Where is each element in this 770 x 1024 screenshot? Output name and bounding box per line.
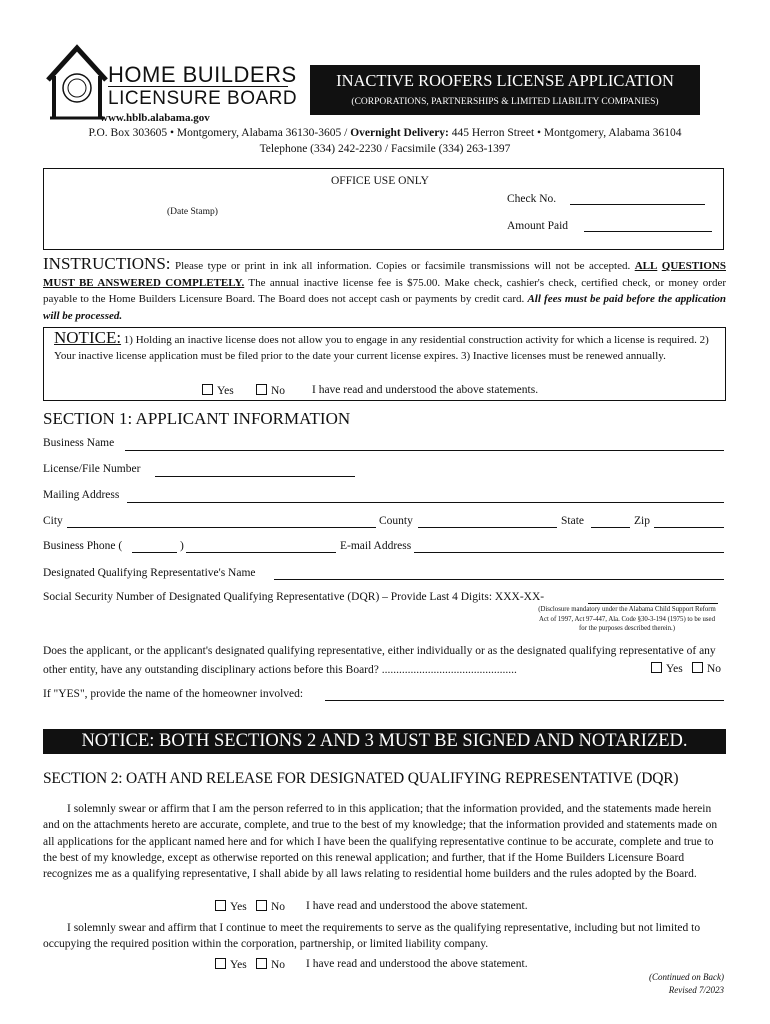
- instructions: [43, 256, 726, 324]
- notice-heading: NOTICE:: [54, 328, 122, 347]
- section2-heading: SECTION 2: OATH AND RELEASE FOR DESIGNATED QUALIFYING REPRESENTATIVE (DQR): [43, 770, 679, 787]
- zip-label: Zip: [634, 515, 650, 527]
- mailing-address-field[interactable]: [127, 502, 724, 503]
- homeowner-field[interactable]: [325, 700, 724, 701]
- notice-no[interactable]: [256, 384, 285, 397]
- ssn-disclosure: (Disclosure mandatory under the Alabama Child Support Reform Act of 1997, Act 97-447, Ala. Code §30-3-194 (1975) to be used for the purposes described therein.): [538, 606, 716, 632]
- oath-para2: I solemnly swear and affirm that I continue to meet the requirements to serve as the qualifying representative, including but not limited to occupying the required position within the corporation, partnership, or limited liability company.: [43, 922, 701, 951]
- oath2-yes[interactable]: [215, 958, 247, 971]
- business-name-label: Business Name: [43, 437, 115, 449]
- zip-field[interactable]: [654, 527, 724, 528]
- mailing-address-label: Mailing Address: [43, 489, 120, 501]
- notice-ack: I have read and understood the above statements.: [312, 384, 539, 396]
- area-code-field[interactable]: [132, 552, 177, 553]
- checkbox-icon: [256, 900, 267, 911]
- checkbox-icon: [256, 384, 267, 395]
- disciplinary-no[interactable]: [692, 662, 721, 675]
- yes-label: Yes: [666, 663, 683, 675]
- phone-field[interactable]: [186, 552, 336, 553]
- business-name-field[interactable]: [125, 450, 724, 451]
- instructions-text1: Please type or print in ink all information. Copies or facsimile transmissions will not be accepted.: [170, 260, 635, 272]
- logo-line2: LICENSURE BOARD: [108, 88, 298, 109]
- logo: [44, 44, 110, 120]
- checkbox-icon: [692, 662, 703, 673]
- amount-paid-label: Amount Paid: [507, 220, 569, 232]
- ssn-label: Social Security Number of Designated Qualifying Representative (DQR) – Provide Last 4 Digits: XXX-XX-: [43, 591, 545, 603]
- dqr-name-label: Designated Qualifying Representative's Name: [43, 567, 256, 579]
- instructions-text2: The annual inactive license fee is $75.00. Make check, cashier's check, certified check, or money order payable to the Home Builders Licensure Board. The Board does not accept cash or payments by credit card.: [43, 276, 726, 305]
- oath1-ack: I have read and understood the above statement.: [306, 900, 528, 912]
- amount-paid-field[interactable]: [584, 231, 712, 232]
- dqr-name-field[interactable]: [274, 579, 724, 580]
- logo-line1: HOME BUILDERS: [108, 62, 297, 87]
- license-number-field[interactable]: [155, 476, 355, 477]
- if-yes-label: If "YES", provide the name of the homeowner involved:: [43, 688, 304, 700]
- county-field[interactable]: [418, 527, 557, 528]
- state-field[interactable]: [591, 527, 630, 528]
- email-label: E-mail Address: [340, 540, 412, 552]
- address-bold: Overnight Delivery:: [350, 127, 449, 139]
- website: www.hblb.alabama.gov: [100, 112, 210, 124]
- office-use-box: [43, 168, 724, 250]
- check-no-field[interactable]: [570, 204, 705, 205]
- instructions-u1: ALL: [634, 260, 658, 272]
- checkbox-icon: [651, 662, 662, 673]
- oath1-no[interactable]: [256, 900, 285, 913]
- instructions-bold: All fees must be paid before the application will be processed.: [43, 293, 726, 322]
- form-title: INACTIVE ROOFERS LICENSE APPLICATION: [336, 71, 674, 90]
- no-label: No: [707, 663, 722, 675]
- oath1-yes[interactable]: [215, 900, 247, 913]
- notarize-banner: NOTICE: BOTH SECTIONS 2 AND 3 MUST BE SIGNED AND NOTARIZED.: [43, 729, 726, 754]
- city-label: City: [43, 515, 63, 527]
- title-box: [310, 65, 700, 115]
- notice-body: 1) Holding an inactive license does not allow you to engage in any residential construction activity for which a license is required. 2) Your inactive license application must be filed prior to the date your current license expires. 3) Inactive licenses must be renewed annually.: [54, 334, 709, 362]
- instructions-u2: QUESTIONS MUST BE ANSWERED COMPLETELY.: [43, 260, 726, 289]
- disciplinary-question: [43, 642, 724, 680]
- no-label: No: [271, 959, 286, 971]
- form-subtitle: (CORPORATIONS, PARTNERSHIPS & LIMITED LIABILITY COMPANIES): [351, 97, 659, 107]
- checkbox-icon: [215, 958, 226, 969]
- house-logo-icon: [44, 44, 110, 120]
- oath2-ack: I have read and understood the above statement.: [306, 958, 528, 970]
- notice-box: [43, 327, 726, 401]
- disciplinary-text: Does the applicant, or the applicant's designated qualifying representative, either individually or as the designated qualifying representative of any other entity, have any outstanding disciplinary actions before this Board? ...............................................: [43, 645, 716, 676]
- notice-yes[interactable]: [202, 384, 234, 397]
- yes-label: Yes: [230, 959, 247, 971]
- instructions-heading: INSTRUCTIONS:: [43, 254, 171, 273]
- address-line: [0, 127, 770, 139]
- section1-heading: SECTION 1: APPLICANT INFORMATION: [43, 409, 351, 428]
- address-b: 445 Herron Street • Montgomery, Alabama 36104: [448, 127, 682, 139]
- address-a: P.O. Box 303605 • Montgomery, Alabama 36130-3605 /: [88, 127, 351, 139]
- yes-label: Yes: [230, 901, 247, 913]
- city-field[interactable]: [67, 527, 376, 528]
- email-field[interactable]: [414, 552, 724, 553]
- logo-rule: [108, 86, 288, 87]
- check-no-label: Check No.: [507, 193, 557, 205]
- county-label: County: [379, 515, 413, 527]
- checkbox-icon: [215, 900, 226, 911]
- state-label: State: [561, 515, 584, 527]
- disciplinary-yes[interactable]: [651, 662, 683, 675]
- license-number-label: License/File Number: [43, 463, 141, 475]
- no-label: No: [271, 385, 286, 397]
- business-phone-label: Business Phone (: [43, 540, 123, 552]
- checkbox-icon: [256, 958, 267, 969]
- office-title: OFFICE USE ONLY: [331, 175, 429, 187]
- phone-close-paren: ): [180, 540, 184, 552]
- oath-para1: I solemnly swear or affirm that I am the person referred to in this application; that the information provided, and the statements made herein and on the attachments hereto are accurate, complete, and true to the best of my knowledge; that the information provided and statements made on all applications for the applicant named here and for which I have been the qualifying representative continue to be accurate, complete and true to the best of my knowledge, except as otherwise reported on this renewal application; and further, that if the Home Builders Licensure Board recognizes me as a qualifying representative, I shall abide by all laws relating to residential home builders and the rules adopted by the Board.: [43, 803, 718, 881]
- yes-label: Yes: [217, 385, 234, 397]
- phone-line: Telephone (334) 242-2230 / Facsimile (334) 263-1397: [259, 143, 511, 155]
- no-label: No: [271, 901, 286, 913]
- checkbox-icon: [202, 384, 213, 395]
- oath2-no[interactable]: [256, 958, 285, 971]
- continued-note: (Continued on Back): [649, 972, 724, 982]
- notice-text: [54, 330, 714, 364]
- date-stamp-label: (Date Stamp): [167, 207, 218, 217]
- revised-note: Revised 7/2023: [668, 985, 724, 995]
- ssn-field[interactable]: [588, 603, 718, 604]
